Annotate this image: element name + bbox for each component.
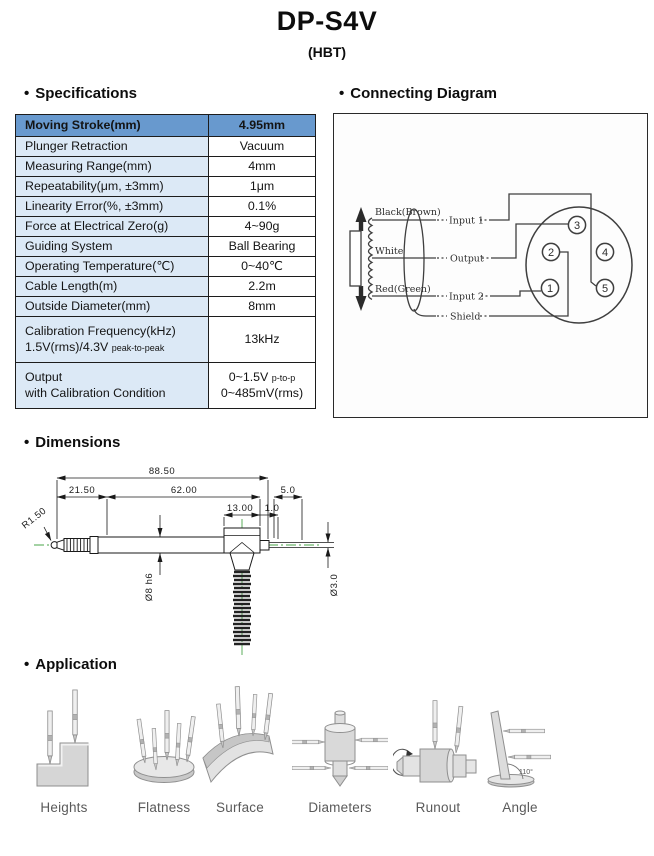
specifications-table-wrap — [15, 114, 316, 409]
plunger-rect — [350, 231, 361, 286]
dim-head-width: 13.00 — [226, 503, 254, 514]
bullet-icon: • — [24, 85, 30, 102]
spec-label: Repeatability(μm, ±3mm) — [16, 177, 209, 197]
app-item-heights — [19, 676, 109, 818]
connecting-diagram-heading-label: Connecting Diagram — [350, 85, 497, 102]
specifications-table — [15, 114, 316, 409]
angle-icon — [477, 676, 563, 794]
dim-tip-length: 21.50 — [68, 485, 96, 496]
dim-overall-length: 88.50 — [148, 466, 176, 477]
app-label: Flatness — [137, 800, 191, 815]
pin-2-number: 2 — [547, 247, 555, 259]
output-value-line1 — [209, 370, 315, 386]
dimensions-drawing — [18, 455, 350, 660]
trace-input1-pin5 — [491, 194, 596, 286]
application-row — [14, 676, 644, 826]
spec-row — [16, 297, 316, 317]
wire-label-red: Red(Green) — [375, 284, 431, 295]
collar — [90, 537, 98, 554]
calibration-label-line2-suffix: peak-to-peak — [111, 342, 165, 353]
spec-header-value: 4.95mm — [209, 115, 316, 137]
spec-value: Vacuum — [209, 137, 316, 157]
specifications-heading-label: Specifications — [35, 85, 137, 102]
spec-label: Measuring Range(mm) — [16, 157, 209, 177]
heights-icon — [19, 676, 109, 794]
app-item-diameters — [292, 676, 388, 818]
spec-row — [16, 197, 316, 217]
cable-boot — [230, 553, 254, 570]
spec-label: Guiding System — [16, 237, 209, 257]
app-label: Angle — [502, 800, 538, 815]
angle-annotation: 110° — [519, 769, 533, 776]
spec-row — [16, 257, 316, 277]
spec-label — [16, 317, 209, 363]
spec-row-output — [16, 363, 316, 409]
calibration-label-line2-main: 1.5V(rms)/4.3V — [25, 339, 109, 354]
signal-label-output: Output — [450, 253, 484, 265]
connecting-diagram-heading — [339, 85, 497, 102]
dim-body-length: 62.00 — [170, 485, 198, 496]
spec-header-row — [16, 115, 316, 137]
wire-shield — [414, 309, 436, 316]
output-stub — [260, 541, 269, 551]
app-item-runout — [393, 676, 483, 818]
specifications-heading — [24, 85, 137, 102]
dim-tip-radius: R1.50 — [19, 505, 49, 532]
spec-row — [16, 177, 316, 197]
page-subtitle: (HBT) — [307, 44, 347, 60]
signal-label-input2: Input 2 — [449, 291, 484, 303]
head-block — [224, 528, 260, 553]
probe-drawing — [51, 528, 334, 570]
spec-value: 1μm — [209, 177, 316, 197]
spec-value: 4~90g — [209, 217, 316, 237]
coil-winding — [369, 218, 373, 299]
spec-value: 2.2m — [209, 277, 316, 297]
spec-value: Ball Bearing — [209, 237, 316, 257]
spec-label: Operating Temperature(℃) — [16, 257, 209, 277]
spec-label: Cable Length(m) — [16, 277, 209, 297]
output-value-line1-main: 0~1.5V — [228, 370, 269, 384]
diameters-icon — [292, 676, 388, 794]
connecting-diagram-box — [333, 113, 648, 418]
output-wire — [269, 543, 334, 548]
spec-label: Outside Diameter(mm) — [16, 297, 209, 317]
app-item-angle — [477, 676, 563, 818]
calibration-label-line1: Calibration Frequency(kHz) — [25, 324, 176, 338]
dim-stub-diameter: Ø3.0 — [329, 573, 340, 597]
pin-3-number: 3 — [573, 220, 581, 232]
application-heading-label: Application — [35, 656, 117, 673]
pin-4-number: 4 — [601, 247, 609, 259]
wire-label-black: Black(Brown) — [375, 207, 441, 218]
spec-row — [16, 157, 316, 177]
tip-cone — [57, 540, 64, 550]
app-label: Diameters — [308, 800, 372, 815]
spec-row — [16, 237, 316, 257]
pin-5-number: 5 — [601, 283, 609, 295]
app-item-surface — [195, 676, 285, 818]
signal-label-shield: Shield — [450, 311, 481, 323]
spec-label: Linearity Error(%, ±3mm) — [16, 197, 209, 217]
dim-body-diameter: Ø8 h6 — [144, 572, 155, 602]
page-title: DP-S4V — [276, 6, 378, 36]
application-heading — [24, 656, 117, 673]
spec-value: 0~40℃ — [209, 257, 316, 277]
app-label: Runout — [415, 800, 461, 815]
bullet-icon: • — [24, 656, 30, 673]
wire-label-white: White — [375, 246, 404, 257]
spec-value: 13kHz — [209, 317, 316, 363]
output-value-line1-suffix: p-to-p — [271, 373, 296, 383]
spec-value — [209, 363, 316, 409]
output-label-line2: with Calibration Condition — [25, 385, 166, 400]
bullet-icon: • — [24, 434, 30, 451]
dimensions-drawing-wrap — [18, 455, 350, 665]
dim-stub-offset: 1.0 — [264, 503, 280, 514]
output-value-line2: 0~485mV(rms) — [220, 385, 304, 400]
spec-row — [16, 137, 316, 157]
runout-icon — [393, 676, 483, 794]
spec-header-label: Moving Stroke(mm) — [16, 115, 209, 137]
connecting-diagram — [334, 114, 647, 417]
spec-value: 0.1% — [209, 197, 316, 217]
pin-1-number: 1 — [546, 283, 554, 295]
dimensions-heading — [24, 434, 120, 451]
spec-label: Plunger Retraction — [16, 137, 209, 157]
dimensions-heading-label: Dimensions — [35, 434, 121, 451]
surface-icon — [195, 676, 285, 794]
spec-row-calibration — [16, 317, 316, 363]
app-label: Heights — [40, 800, 88, 815]
signal-label-input1: Input 1 — [449, 215, 484, 227]
bullet-icon: • — [339, 85, 345, 102]
spring-cable — [233, 572, 251, 644]
spec-row — [16, 277, 316, 297]
spec-label: Force at Electrical Zero(g) — [16, 217, 209, 237]
spec-value: 4mm — [209, 157, 316, 177]
output-label-line1: Output — [25, 370, 63, 384]
spec-value: 8mm — [209, 297, 316, 317]
spec-row — [16, 217, 316, 237]
spec-label — [16, 363, 209, 409]
calibration-label-line2 — [25, 340, 208, 356]
dim-right-offset: 5.0 — [280, 485, 296, 496]
body-tube — [98, 537, 224, 553]
app-label: Surface — [216, 800, 264, 815]
